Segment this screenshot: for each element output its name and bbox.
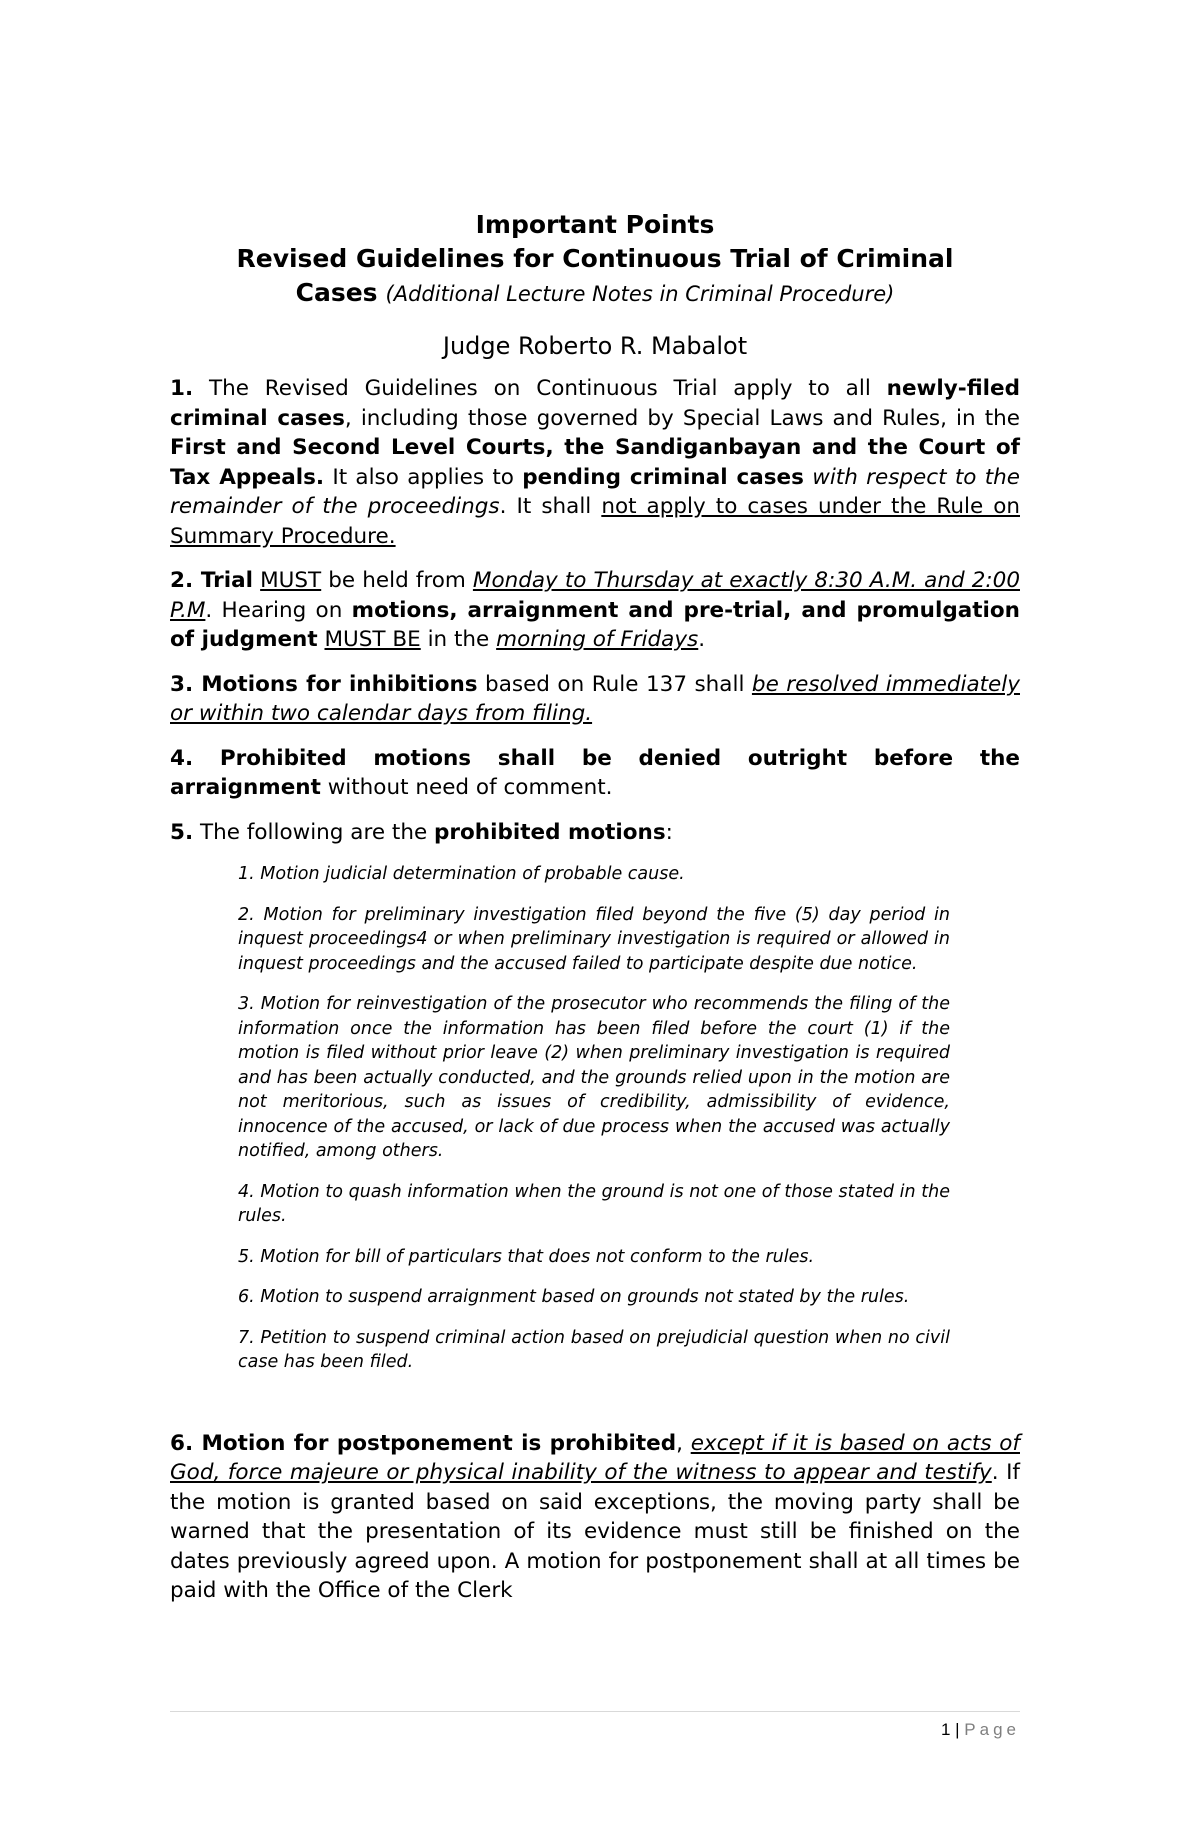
text: in the — [420, 627, 497, 652]
list-item: 5. Motion for bill of particulars that does not conform to the rules. — [238, 1246, 815, 1267]
text: It also applies to — [324, 464, 523, 490]
text: based on Rule 137 shall — [477, 671, 752, 697]
page-label: Page — [964, 1720, 1020, 1739]
text: . If the motion is granted based on said exceptions, the moving party shall be warned that the presentation of its evidence must still be finished on the dates previously agreed upon. A motion for postponement shall at all times be paid with the Office of the Clerk — [170, 1460, 1020, 1603]
paragraph-number: 6. — [170, 1430, 194, 1456]
paragraph-3 — [170, 670, 1020, 729]
underlined-text: MUST BE — [324, 627, 421, 652]
list-item: 7. Petition to suspend criminal action based on prejudicial question when no civil case has been filed. — [238, 1327, 950, 1372]
underlined-text: MUST — [260, 568, 322, 593]
italic-text: with respect to the remainder of the proceedings — [170, 464, 1020, 519]
text — [804, 465, 812, 490]
title-subtitle: (Additional Lecture Notes in Criminal Procedure) — [385, 282, 895, 306]
text: be held from — [321, 568, 473, 593]
paragraph-number: 5. — [170, 819, 194, 845]
paragraph-1 — [170, 374, 1020, 551]
underlined-text: not apply to cases under the Rule on Summary Procedure. — [170, 494, 1020, 549]
text: The Revised Guidelines on Continuous Trial apply to all — [193, 376, 887, 401]
underlined-italic-text: Monday to Thursday at exactly 8:30 A.M. and 2:00 P.M — [170, 568, 1020, 623]
prohibited-motions-list — [238, 862, 950, 1375]
title-line-3 — [170, 276, 1020, 311]
list-item: 3. Motion for reinvestigation of the prosecutor who recommends the filing of the information once the information has been filed before the court (1) if the motion is filed without prior leave (2) when preliminary investigation is required and has been actually conducted, and the grounds relied upon in the motion are not meritorious, such as issues of credibility, admissibility of evidence, innocence of the accused, or lack of due process when the accused was actually notified, among others. — [238, 994, 950, 1161]
bold-text: Motion for postponement is prohibited — [193, 1430, 677, 1456]
paragraph-4 — [170, 744, 1020, 803]
bold-text: Prohibited motions shall be denied outright before the arraignment — [170, 745, 1020, 800]
text: The following are the — [193, 819, 435, 845]
text: . — [698, 627, 706, 652]
paragraph-number: 2. — [170, 568, 194, 593]
paragraph-number: 3. — [170, 671, 194, 697]
paragraph-6 — [170, 1429, 1020, 1606]
underlined-italic-text: be resolved immediately or within two calendar days from filing. — [170, 671, 1020, 726]
paragraph-number: 1. — [170, 376, 194, 401]
paragraph-5 — [170, 818, 1020, 848]
author: Judge Roberto R. Mabalot — [442, 332, 748, 360]
text: . It shall — [499, 494, 602, 519]
text: , including those governed by Special Laws and Rules, in the — [344, 405, 1021, 431]
bold-text: prohibited motions — [434, 819, 666, 845]
list-item: 2. Motion for preliminary investigation filed beyond the five (5) day period in inquest proceedings4 or when preliminary investigation is required or allowed in inquest proceedings and the accused failed to participate despite due notice. — [238, 904, 950, 974]
bold-text: pending criminal cases — [522, 464, 804, 490]
underlined-italic-text: morning of Fridays — [496, 627, 699, 652]
paragraph-2 — [170, 566, 1020, 655]
bold-text: newly-filed criminal cases — [170, 376, 1020, 431]
document-body — [170, 374, 1020, 1621]
title-cases: Cases — [295, 278, 378, 307]
list-item: 6. Motion to suspend arraignment based on grounds not stated by the rules. — [238, 1287, 910, 1307]
text: . Hearing on — [205, 597, 352, 623]
title-line-2: Revised Guidelines for Continuous Trial of Criminal — [236, 244, 954, 273]
paragraph-number: 4. — [170, 745, 194, 771]
bold-text: motions, arraignment and pre-trial, and promulgation of judgment — [170, 597, 1020, 652]
underlined-italic-text: except if it is based on acts of God, force majeure or physical inability of the witness to appear and testify — [170, 1430, 1020, 1485]
bold-text: Motions for inhibitions — [193, 671, 478, 697]
text: without need of comment. — [320, 775, 613, 800]
title-line-1: Important Points — [475, 210, 715, 239]
text: : — [665, 819, 673, 845]
footer-separator: | — [955, 1720, 960, 1739]
list-item: 4. Motion to quash information when the ground is not one of those stated in the rules. — [238, 1181, 950, 1226]
list-item: 1. Motion judicial determination of probable cause. — [238, 864, 685, 884]
text: , — [676, 1430, 691, 1456]
page-footer — [170, 1720, 1020, 1740]
document-header — [170, 208, 1020, 363]
bold-text: First and Second Level Courts, the Sandiganbayan and the Court of Tax Appeals. — [170, 435, 1020, 490]
bold-text: Trial — [193, 568, 254, 593]
footer-divider — [170, 1711, 1020, 1712]
page-number: 1 — [940, 1720, 951, 1739]
